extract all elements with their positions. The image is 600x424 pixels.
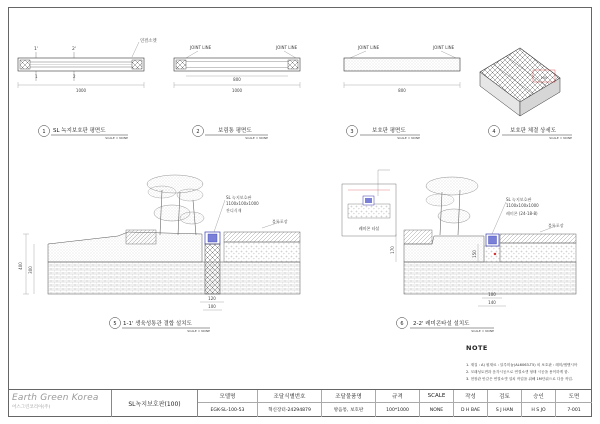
detail-1-scale: SCALE = NONE [105, 136, 128, 140]
title-col-header: 도면 [556, 390, 592, 403]
product-name: SL녹지보호판(100) [112, 390, 198, 417]
title-col-value: 혁신장터-24294879 [268, 408, 311, 413]
detail-6-number: 6 [400, 321, 404, 327]
detail-5-title: 1-1' 생육성통관 결합 설치도 [123, 321, 192, 327]
title-col-value: NONE [429, 407, 444, 413]
tree-illustration [426, 177, 478, 235]
joint-line-label-right: JOINT LINE [433, 45, 455, 50]
label-protector-size: 1100x100x1000 [506, 203, 539, 208]
title-block-table [198, 390, 592, 417]
detail-4-scale: SCALE = NONE [549, 136, 572, 140]
label-protector-name: SL 녹지보호판 [506, 197, 532, 202]
detail-5-section [18, 175, 300, 333]
detail-2-plan [174, 45, 300, 140]
soil-mound [48, 232, 202, 262]
title-col-value: D H BAE [460, 407, 481, 413]
detail-2-scale: SCALE = NONE [245, 136, 268, 140]
title-col-value: 100*1000 [386, 407, 409, 413]
dimension-170: 170 [390, 246, 395, 254]
title-col-value: 7-001 [567, 407, 581, 413]
dimension-800: 800 [233, 77, 241, 82]
detail-1-plan [18, 37, 157, 140]
concrete-pour [484, 246, 500, 262]
title-col-procurement-item [322, 390, 376, 417]
subbase-layer [404, 262, 576, 294]
section-mark-2-prime: 2' [72, 47, 77, 52]
detail-6-title: 2-2' 레미콘타설 설치도 [413, 321, 470, 327]
subbase-layer [48, 262, 300, 294]
detail-4-number: 4 [492, 129, 496, 135]
note-item: 3. 현장관 안같은 연결소켓 설치 작업을 위해 1M단위으로 다음 작업. [466, 377, 574, 381]
title-col-header: SCALE [420, 390, 453, 403]
dimension-100: 100 [540, 76, 548, 80]
label-concrete: 레미콘 (24-18-8) [506, 211, 538, 216]
notes-block [466, 344, 590, 383]
inset-title: 레미콘 타설 [358, 226, 380, 231]
dimension-150: 150 [472, 250, 477, 258]
section-mark-1-prime: 1' [34, 47, 39, 52]
lower-frame [205, 244, 220, 294]
title-col-spec [376, 390, 420, 417]
title-col-header: 모델명 [198, 390, 257, 403]
notes-heading: NOTE [466, 344, 488, 352]
title-col-value: EGK-SL-100-53 [210, 407, 245, 413]
title-col-header: 검토 [488, 390, 521, 403]
section-mark-1: 1 [35, 74, 38, 79]
label-lawn: 잔디식재 [226, 208, 242, 213]
detail-1-number: 1 [42, 129, 46, 135]
detail-4-title: 보호판 체결 상세도 [510, 128, 557, 134]
detail-6-scale: SCALE = NONE [471, 329, 494, 333]
block-paving [500, 234, 576, 243]
joint-line-label-left: JOINT LINE [358, 45, 380, 50]
company-logo-text: Earth Green Korea [12, 393, 99, 403]
title-col-value: H S JO [531, 407, 546, 413]
title-col-model [198, 390, 258, 417]
dimension-800: 800 [398, 88, 406, 93]
detail-4-assembly [480, 48, 572, 140]
title-col-checked [488, 390, 522, 417]
detail-1-title: SL 녹지보호판 평면도 [53, 128, 106, 134]
detail-5-scale: SCALE = NONE [187, 329, 210, 333]
block-paving [224, 232, 300, 242]
detail-3-title: 보호판 평면도 [372, 128, 406, 134]
curb-block [126, 230, 156, 244]
dimension-120: 120 [208, 296, 216, 301]
dimension-400: 400 [18, 262, 23, 270]
title-block [8, 389, 592, 417]
title-col-drawn [454, 390, 488, 417]
tree-illustration [147, 175, 204, 235]
title-col-scale [420, 390, 454, 417]
title-col-procurement-id [258, 390, 322, 417]
joint-line-label-left: JOINT LINE [190, 45, 212, 50]
label-block-paving: 블록포장 [548, 223, 564, 228]
title-col-header: 규격 [376, 390, 419, 403]
label-protector-size: 1100x100x1000 [226, 201, 259, 206]
dimension-1000: 1000 [75, 88, 87, 93]
title-col-value: S J HAN [495, 407, 514, 413]
note-item: 2. 모래성토면과 음각시공으로 연결소켓 형태 시공을 용이하게 함. [466, 370, 569, 374]
company-logo-subtext: 어스그린코리아(주) [12, 405, 51, 410]
dimension-100: 100 [488, 292, 496, 297]
title-col-header: 조달식별번호 [258, 390, 321, 403]
dimension-100: 100 [208, 304, 216, 309]
title-col-drawing-no [556, 390, 592, 417]
section-mark-2: 2 [73, 74, 76, 79]
title-col-header: 작성 [454, 390, 487, 403]
detail-6-section [342, 170, 576, 333]
frame-plan-rect [174, 58, 300, 71]
protector-cover-plan [344, 58, 460, 71]
connector-socket-label: 연결소켓 [140, 39, 157, 44]
end-socket-right [132, 60, 142, 69]
note-item: 1. 재질 : A) 원재료 : 알루미늄(AL6063-T5) 외 보호판 : 레미/엠엔시아 [466, 363, 578, 367]
detail-2-title: 보림통 평면도 [218, 128, 252, 134]
label-protector-name: SL 녹지보호판 [226, 195, 252, 200]
joint-line-label-right: JOINT LINE [276, 45, 298, 50]
title-col-header: 승인 [522, 390, 555, 403]
dimension-140: 140 [488, 300, 496, 305]
detail-3-plan [344, 45, 460, 140]
label-block-paving: 블록포장 [272, 219, 288, 224]
detail-3-number: 3 [350, 129, 354, 135]
detail-2-number: 2 [196, 129, 200, 135]
dimension-300: 300 [28, 266, 33, 274]
title-col-approved [522, 390, 556, 417]
dimension-1000: 1000 [231, 88, 243, 93]
title-col-value: 방음통, 보호판 [333, 408, 364, 413]
end-socket-left [20, 60, 30, 69]
detail-5-number: 5 [113, 321, 117, 327]
title-col-header: 조달물품명 [322, 390, 375, 403]
company-logo [8, 390, 112, 417]
detail-3-scale: SCALE = NONE [397, 136, 420, 140]
